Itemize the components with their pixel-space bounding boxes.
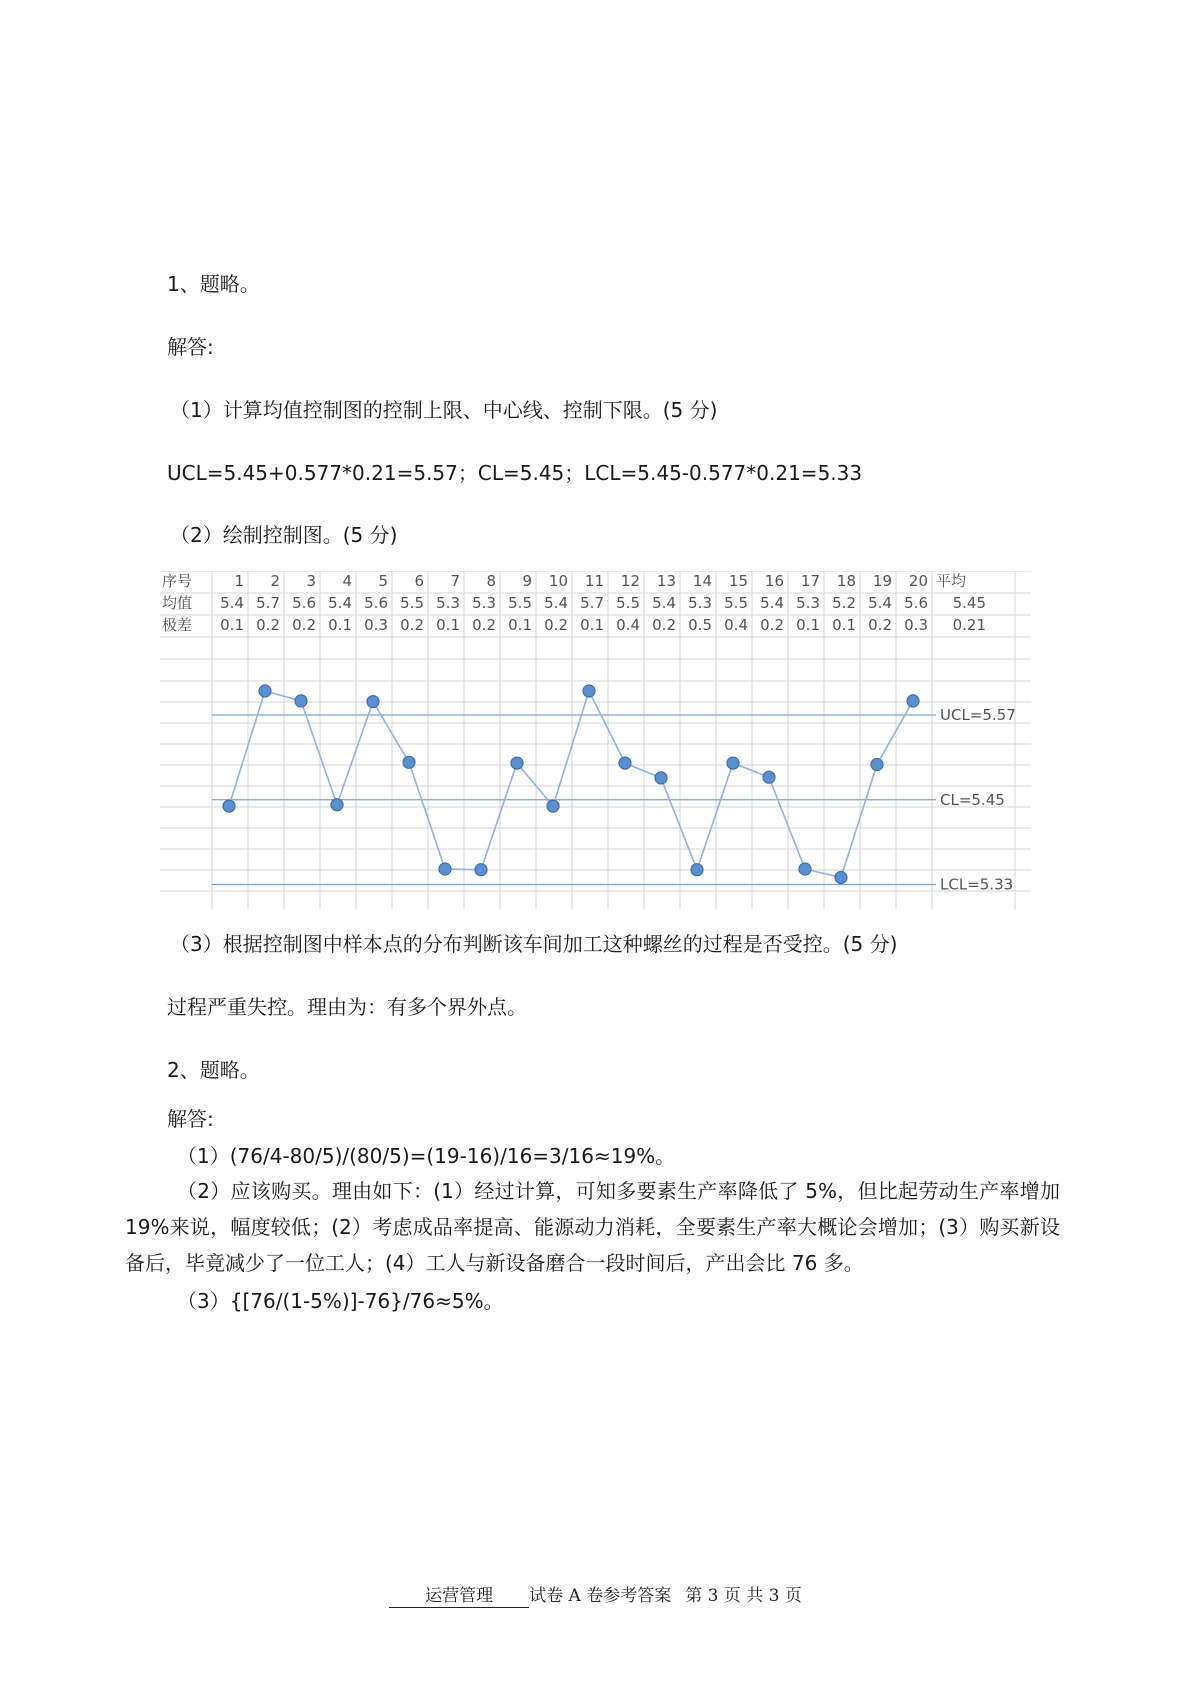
q1-title: 1、题略。 bbox=[167, 272, 260, 296]
data-point bbox=[835, 872, 847, 884]
q1-conclusion: 过程严重失控。理由为：有多个界外点。 bbox=[167, 995, 527, 1019]
sample-mean-label: 5.6 bbox=[904, 594, 928, 612]
sample-mean-label: 5.4 bbox=[328, 594, 352, 612]
sample-range-label: 0.2 bbox=[472, 616, 496, 634]
sample-range-label: 0.5 bbox=[688, 616, 712, 634]
data-point bbox=[907, 695, 919, 707]
data-point bbox=[619, 757, 631, 769]
sample-number-label: 7 bbox=[450, 572, 460, 590]
data-point bbox=[799, 863, 811, 875]
sample-mean-label: 5.5 bbox=[724, 594, 748, 612]
sample-mean-label: 5.4 bbox=[544, 594, 568, 612]
sample-range-label: 0.1 bbox=[220, 616, 244, 634]
sample-number-label: 15 bbox=[728, 572, 748, 590]
sample-number-label: 18 bbox=[836, 572, 856, 590]
data-point bbox=[259, 685, 271, 697]
reference-line-label: LCL=5.33 bbox=[940, 875, 1014, 894]
sample-mean-label: 5.3 bbox=[796, 594, 820, 612]
sample-number-label: 10 bbox=[548, 572, 568, 590]
q1-part2-heading: （2）绘制控制图。(5 分) bbox=[170, 523, 398, 547]
data-point bbox=[691, 864, 703, 876]
average-header: 平均 bbox=[936, 572, 967, 590]
sample-range-label: 0.2 bbox=[544, 616, 568, 634]
sample-range-label: 0.4 bbox=[616, 616, 640, 634]
sample-mean-label: 5.2 bbox=[832, 594, 856, 612]
reference-line-label: UCL=5.57 bbox=[940, 706, 1016, 725]
sample-range-label: 0.3 bbox=[904, 616, 928, 634]
sample-range-label: 0.2 bbox=[652, 616, 676, 634]
data-point bbox=[511, 757, 523, 769]
sample-range-label: 0.1 bbox=[832, 616, 856, 634]
sample-range-label: 0.3 bbox=[364, 616, 388, 634]
data-point bbox=[475, 864, 487, 876]
sample-mean-label: 5.7 bbox=[580, 594, 604, 612]
sample-mean-label: 5.7 bbox=[256, 594, 280, 612]
footer-title: 试卷 A 卷参考答案 bbox=[529, 1586, 672, 1606]
sample-mean-label: 5.5 bbox=[508, 594, 532, 612]
sample-number-label: 13 bbox=[656, 572, 676, 590]
q1-answer-label: 解答: bbox=[167, 335, 214, 359]
sample-number-label: 12 bbox=[620, 572, 640, 590]
reference-line-label: CL=5.45 bbox=[940, 790, 1005, 809]
sample-range-label: 0.2 bbox=[256, 616, 280, 634]
sample-mean-label: 5.3 bbox=[688, 594, 712, 612]
sample-number-label: 8 bbox=[486, 572, 496, 590]
average-mean-value: 5.45 bbox=[952, 594, 986, 612]
sample-mean-label: 5.5 bbox=[616, 594, 640, 612]
data-point bbox=[763, 771, 775, 783]
q2-title: 2、题略。 bbox=[167, 1058, 260, 1082]
sample-number-label: 16 bbox=[764, 572, 784, 590]
q1-formula: UCL=5.45+0.577*0.21=5.57；CL=5.45；LCL=5.45-0.577*0.21=5.33 bbox=[167, 461, 863, 485]
page-footer bbox=[0, 1581, 1191, 1608]
sample-range-label: 0.1 bbox=[580, 616, 604, 634]
sample-number-label: 1 bbox=[234, 572, 244, 590]
q1-part3-heading: （3）根据控制图中样本点的分布判断该车间加工这种螺丝的过程是否受控。(5 分) bbox=[170, 932, 898, 956]
sample-number-label: 5 bbox=[378, 572, 388, 590]
sample-number-label: 9 bbox=[522, 572, 532, 590]
data-point bbox=[331, 799, 343, 811]
sample-range-label: 0.2 bbox=[292, 616, 316, 634]
sample-range-label: 0.2 bbox=[760, 616, 784, 634]
table-row-header: 均值 bbox=[162, 594, 193, 612]
table-row-header: 序号 bbox=[162, 572, 193, 590]
sample-range-label: 0.1 bbox=[796, 616, 820, 634]
data-point bbox=[547, 800, 559, 812]
sample-number-label: 14 bbox=[692, 572, 712, 590]
q2-answer-2: （2）应该购买。理由如下：(1）经过计算，可知多要素生产率降低了 5%，但比起劳动生产率增加 19%来说，幅度较低；(2）考虑成品率提高、能源动力消耗，全要素生产率大概论会增加；(3）购买新设备后，毕竟减少了一位工人；(4）工人与新设备磨合一段时间后，产出会比 76 多。 bbox=[125, 1179, 1060, 1275]
sample-number-label: 20 bbox=[908, 572, 928, 590]
sample-mean-label: 5.3 bbox=[472, 594, 496, 612]
sample-number-label: 6 bbox=[414, 572, 424, 590]
data-point bbox=[439, 863, 451, 875]
footer-course: 运营管理 bbox=[389, 1581, 529, 1608]
data-point bbox=[295, 695, 307, 707]
data-point bbox=[403, 756, 415, 768]
sample-mean-label: 5.5 bbox=[400, 594, 424, 612]
sample-mean-label: 5.4 bbox=[652, 594, 676, 612]
data-point bbox=[367, 696, 379, 708]
sample-number-label: 2 bbox=[270, 572, 280, 590]
sample-range-label: 0.1 bbox=[436, 616, 460, 634]
data-point bbox=[655, 772, 667, 784]
table-row-header: 极差 bbox=[162, 616, 193, 634]
sample-number-label: 19 bbox=[872, 572, 892, 590]
chart-reference-lines bbox=[212, 706, 1016, 894]
sample-range-label: 0.1 bbox=[508, 616, 532, 634]
sample-mean-label: 5.3 bbox=[436, 594, 460, 612]
sample-mean-label: 5.6 bbox=[292, 594, 316, 612]
sample-mean-label: 5.6 bbox=[364, 594, 388, 612]
chart-data-table bbox=[162, 572, 986, 634]
data-point bbox=[583, 685, 595, 697]
sample-number-label: 4 bbox=[342, 572, 352, 590]
sample-mean-label: 5.4 bbox=[868, 594, 892, 612]
sample-range-label: 0.1 bbox=[328, 616, 352, 634]
mean-series-line bbox=[229, 691, 913, 878]
data-point bbox=[871, 759, 883, 771]
sample-number-label: 17 bbox=[800, 572, 820, 590]
sample-range-label: 0.2 bbox=[400, 616, 424, 634]
average-range-value: 0.21 bbox=[952, 616, 986, 634]
sample-range-label: 0.2 bbox=[868, 616, 892, 634]
data-point bbox=[727, 757, 739, 769]
sample-mean-label: 5.4 bbox=[760, 594, 784, 612]
footer-page-number: 第 3 页 共 3 页 bbox=[685, 1586, 802, 1606]
control-chart bbox=[160, 571, 1033, 909]
q2-answer-label: 解答: bbox=[167, 1107, 214, 1131]
q2-answer-3: （3）{[76/(1-5%)]-76}/76≈5%。 bbox=[177, 1289, 504, 1313]
sample-number-label: 11 bbox=[584, 572, 604, 590]
data-point bbox=[223, 800, 235, 812]
sample-number-label: 3 bbox=[306, 572, 316, 590]
q1-part1-heading: （1）计算均值控制图的控制上限、中心线、控制下限。(5 分) bbox=[170, 398, 718, 422]
sample-range-label: 0.4 bbox=[724, 616, 748, 634]
sample-mean-label: 5.4 bbox=[220, 594, 244, 612]
q2-answer-1: （1）(76/4-80/5)/(80/5)=(19-16)/16=3/16≈19%。 bbox=[177, 1144, 676, 1168]
